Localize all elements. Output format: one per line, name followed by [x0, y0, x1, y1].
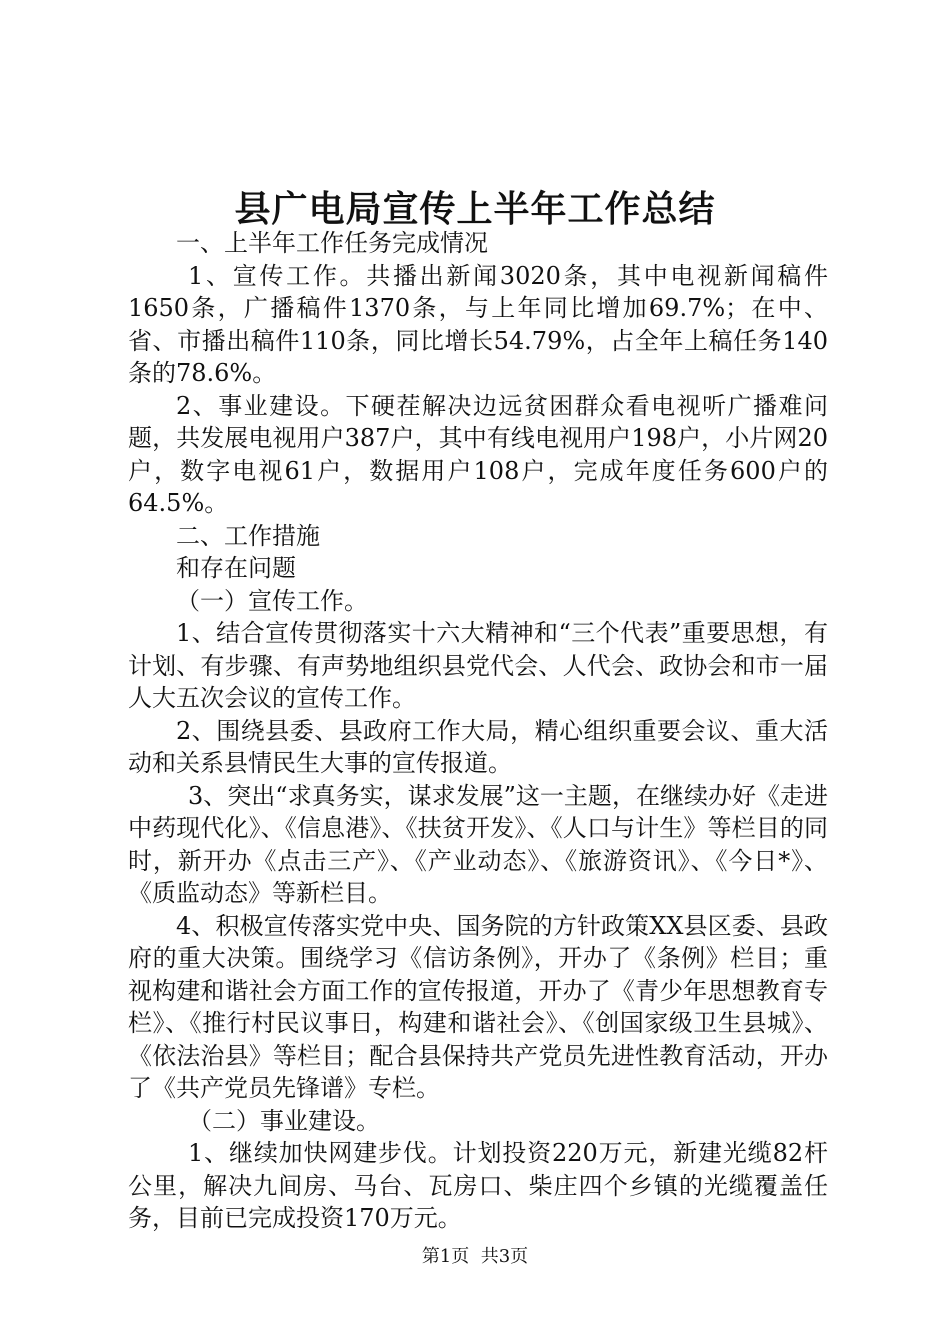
document-body — [128, 227, 828, 1235]
subsection-heading-publicity: （一）宣传工作。 — [176, 586, 368, 615]
paragraph-publicity-stats: 1、宣传工作。共播出新闻3020条，其中电视新闻稿件1650条，广播稿件1370条，与上年同比增加69.7%；在中、省、市播出稿件110条，同比增长54.79%，占全年上稿任务140条的78.6%。 — [128, 261, 828, 387]
document-title: 县广电局宣传上半年工作总结 — [234, 188, 716, 230]
section-heading-2-continued: 和存在问题 — [176, 554, 296, 582]
section-heading-2: 二、工作措施 — [176, 521, 320, 550]
paragraph-measure-4: 4、积极宣传落实党中央、国务院的方针政策XX县区委、县政府的重大决策。围绕学习《信访条例》，开办了《条例》栏目；重视构建和谐社会方面工作的宣传报道，开办了《青少年思想教育专栏》、《推行村民议事日，构建和谐社会》、《创国家级卫生县城》、《依法治县》等栏目；配合县保持共产党员先进性教育活动，开办了《共产党员先锋谱》专栏。 — [128, 911, 828, 1102]
paragraph-construction-1: 1、继续加快网建步伐。计划投资220万元，新建光缆82杆公里，解决九间房、马台、瓦房口、柴庄四个乡镇的光缆覆盖任务，目前已完成投资170万元。 — [128, 1139, 828, 1232]
subsection-heading-construction: （二）事业建设。 — [188, 1106, 380, 1135]
paragraph-measure-1: 1、结合宣传贯彻落实十六大精神和“三个代表”重要思想，有计划、有步骤、有声势地组织县党代会、人代会、政协会和市一届人大五次会议的宣传工作。 — [128, 619, 828, 712]
section-heading-1: 一、上半年工作任务完成情况 — [176, 229, 488, 257]
paragraph-construction-stats: 2、事业建设。下硬茬解决边远贫困群众看电视听广播难问题，共发展电视用户387户，其中有线电视用户198户，小片网20户，数字电视61户，数据用户108户，完成年度任务600户的64.5%。 — [128, 391, 828, 517]
page-number: 第1页 — [421, 1246, 470, 1267]
page-total: 共3页 — [480, 1246, 529, 1267]
paragraph-measure-3: 3、突出“求真务实，谋求发展”这一主题，在继续办好《走进中药现代化》、《信息港》、《扶贫开发》、《人口与计生》等栏目的同时，新开办《点击三产》、《产业动态》、《旅游资讯》、《今日*》、《质监动态》等新栏目。 — [128, 781, 828, 907]
paragraph-measure-2: 2、围绕县委、县政府工作大局，精心组织重要会议、重大活动和关系县情民生大事的宣传报道。 — [128, 716, 828, 777]
page-footer — [0, 1245, 950, 1269]
